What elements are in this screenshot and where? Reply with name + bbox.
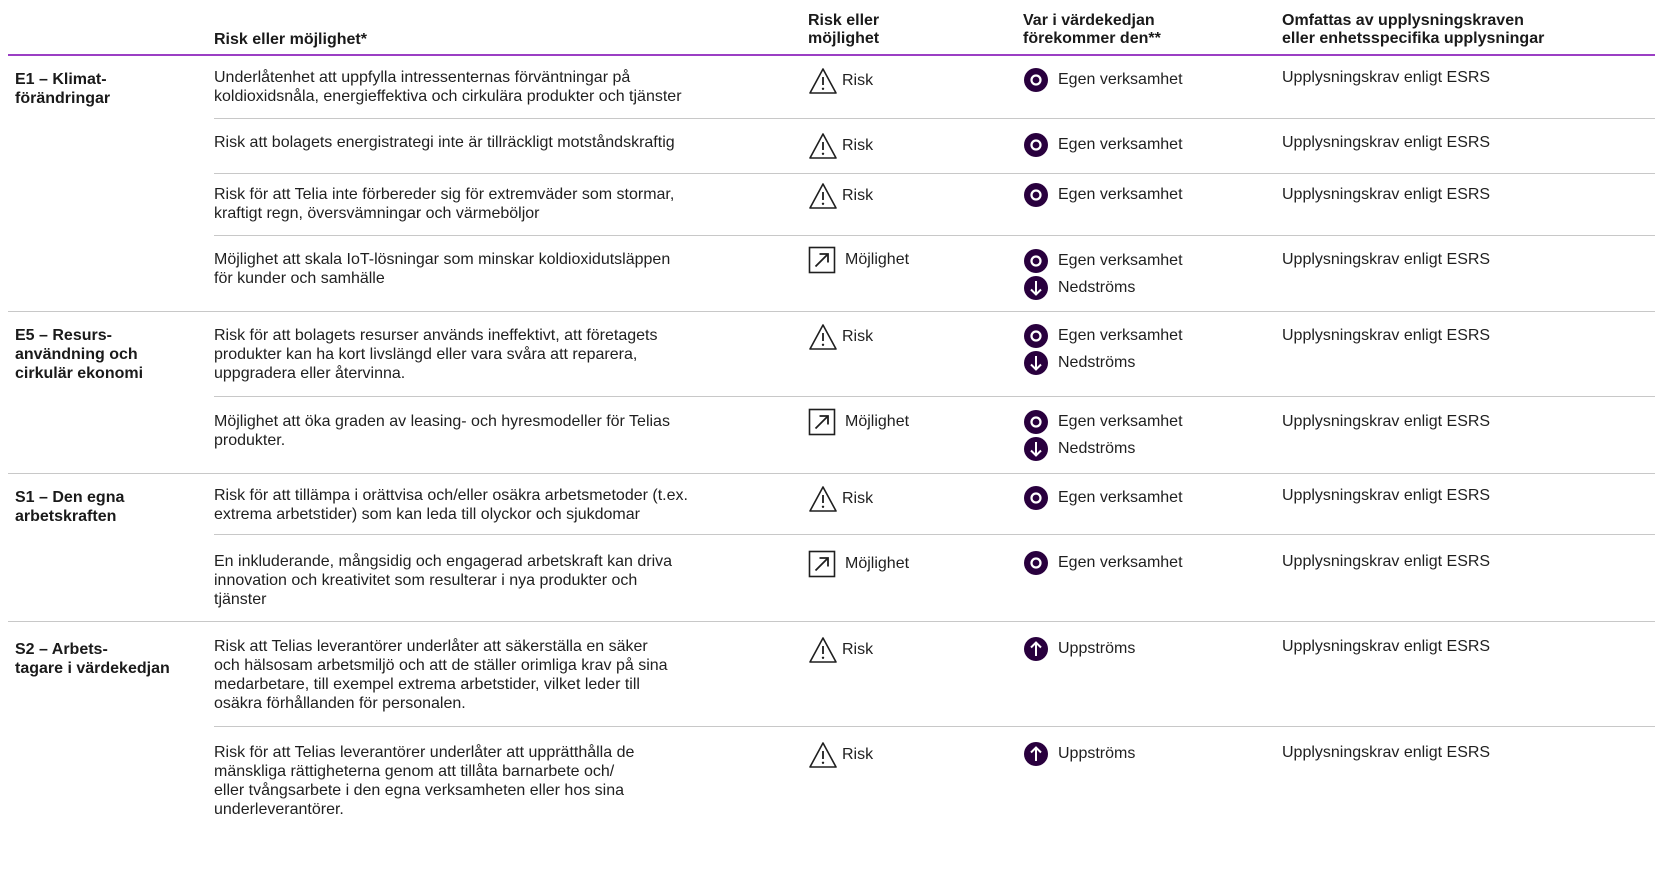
row-description: [214, 185, 774, 223]
header-risk-label: Risk eller möjlighet*: [214, 31, 367, 48]
warning-triangle-icon: [808, 485, 838, 513]
header-value-chain: [1023, 12, 1161, 48]
value-chain-item: [1023, 740, 1135, 768]
warning-triangle-icon: [808, 182, 838, 210]
risk-type-label: Risk: [842, 72, 874, 89]
category-divider: [8, 473, 1655, 474]
value-chain-item: [1023, 247, 1183, 275]
category-s2-line2: tagare i värdekedjan: [15, 660, 170, 677]
risk-type-label: Risk: [842, 137, 874, 154]
value-chain-label: Nedströms: [1058, 354, 1136, 371]
description-line: för kunder och samhälle: [214, 270, 385, 287]
description-line: Risk för att tillämpa i orättvisa och/eller osäkra arbetsmetoder (t.ex.: [214, 487, 688, 504]
description-line: koldioxidsnåla, energieffektiva och cirkulära produkter och tjänster: [214, 88, 682, 105]
description-line: underleverantörer.: [214, 801, 344, 818]
category-s1-line2: arbetskraften: [15, 508, 117, 525]
row-description: [214, 743, 774, 819]
description-line: och hälsosam arbetsmiljö och att de ställer orimliga krav på sina: [214, 657, 668, 674]
own-operations-icon: [1023, 132, 1049, 158]
own-operations-icon: [1023, 485, 1049, 511]
category-s1: [15, 488, 200, 526]
value-chain-item: [1023, 549, 1183, 577]
value-chain-label: Nedströms: [1058, 279, 1136, 296]
header-type-line1: Risk eller: [808, 12, 880, 29]
risk-type-cell: [808, 322, 873, 352]
value-chain-label: Egen verksamhet: [1058, 554, 1183, 571]
risk-type-label: Risk: [842, 641, 874, 658]
value-chain-label: Egen verksamhet: [1058, 71, 1183, 88]
own-operations-icon: [1023, 409, 1049, 435]
value-chain-label: Uppströms: [1058, 640, 1136, 657]
category-e5-line2: användning och: [15, 346, 138, 363]
disclosure-cell: Upplysningskrav enligt ESRS: [1282, 251, 1491, 268]
disclosure-cell: Upplysningskrav enligt ESRS: [1282, 134, 1491, 151]
row-description: [214, 637, 774, 713]
header-type-line2: möjlighet: [808, 30, 880, 47]
description-line: produkter kan ha kort livslängd eller vara svåra att reparera,: [214, 346, 638, 363]
row-description: [214, 250, 774, 288]
risk-type-label: Risk: [842, 490, 874, 507]
description-line: medarbetare, till exempel extrema arbetstider, vilket leder till: [214, 676, 640, 693]
header-type: [808, 12, 879, 48]
value-chain-label: Egen verksamhet: [1058, 136, 1183, 153]
value-chain-item: [1023, 131, 1183, 159]
row-description: [214, 412, 774, 450]
value-chain-label: Uppströms: [1058, 745, 1136, 762]
risk-type-cell: [808, 66, 873, 96]
value-chain-label: Egen verksamhet: [1058, 327, 1183, 344]
header-disclosure-line1: Omfattas av upplysningskraven: [1282, 12, 1524, 29]
row-divider: [214, 396, 1655, 397]
risk-type-cell: [808, 484, 873, 514]
downstream-arrow-icon: [1023, 275, 1049, 301]
opportunity-arrow-icon: [808, 246, 836, 274]
row-description: [214, 68, 774, 106]
disclosure-cell: Upplysningskrav enligt ESRS: [1282, 413, 1491, 430]
category-e1: [15, 70, 200, 108]
header-risk-or-opportunity: [214, 31, 367, 49]
row-description: [214, 552, 774, 609]
description-line: Risk att bolagets energistrategi inte är tillräckligt motståndskraftig: [214, 134, 675, 151]
disclosure-cell: Upplysningskrav enligt ESRS: [1282, 69, 1491, 86]
row-description: [214, 326, 774, 383]
value-chain-item: [1023, 322, 1183, 350]
category-s1-line1: S1 – Den egna: [15, 489, 125, 506]
row-description: [214, 133, 774, 152]
category-e1-line1: E1 – Klimat-: [15, 71, 107, 88]
value-chain-item: [1023, 274, 1135, 302]
row-divider: [214, 173, 1655, 174]
description-line: Risk för att Telia inte förbereder sig för extremväder som stormar,: [214, 186, 675, 203]
risk-type-label: Möjlighet: [845, 555, 910, 572]
category-e5-line3: cirkulär ekonomi: [15, 365, 144, 382]
warning-triangle-icon: [808, 636, 838, 664]
risk-type-label: Risk: [842, 187, 874, 204]
header-divider: [8, 54, 1655, 56]
value-chain-label: Egen verksamhet: [1058, 252, 1183, 269]
own-operations-icon: [1023, 67, 1049, 93]
row-divider: [214, 118, 1655, 119]
category-s2-line1: S2 – Arbets-: [15, 641, 108, 658]
value-chain-label: Egen verksamhet: [1058, 186, 1183, 203]
risk-type-label: Risk: [842, 746, 874, 763]
warning-triangle-icon: [808, 741, 838, 769]
risk-type-cell: [808, 245, 909, 275]
own-operations-icon: [1023, 550, 1049, 576]
description-line: Möjlighet att öka graden av leasing- och hyresmodeller för Telias: [214, 413, 670, 430]
downstream-arrow-icon: [1023, 436, 1049, 462]
disclosure-cell: Upplysningskrav enligt ESRS: [1282, 327, 1491, 344]
category-divider: [8, 311, 1655, 312]
value-chain-label: Egen verksamhet: [1058, 489, 1183, 506]
row-divider: [214, 235, 1655, 236]
opportunity-arrow-icon: [808, 550, 836, 578]
own-operations-icon: [1023, 323, 1049, 349]
risk-type-cell: [808, 549, 909, 579]
description-line: tjänster: [214, 591, 267, 608]
value-chain-item: [1023, 435, 1135, 463]
risk-type-cell: [808, 740, 873, 770]
row-divider: [214, 726, 1655, 727]
description-line: mänskliga rättigheterna genom att tillåta barnarbete och/: [214, 763, 615, 780]
header-disclosure: [1282, 12, 1544, 48]
value-chain-item: [1023, 635, 1135, 663]
value-chain-item: [1023, 408, 1183, 436]
category-s2: [15, 640, 200, 678]
warning-triangle-icon: [808, 323, 838, 351]
category-divider: [8, 621, 1655, 622]
downstream-arrow-icon: [1023, 350, 1049, 376]
value-chain-label: Nedströms: [1058, 440, 1136, 457]
category-e5-line1: E5 – Resurs-: [15, 327, 112, 344]
risk-type-cell: [808, 181, 873, 211]
description-line: Risk att Telias leverantörer underlåter att säkerställa en säker: [214, 638, 648, 655]
description-line: produkter.: [214, 432, 286, 449]
risk-type-cell: [808, 131, 873, 161]
category-e1-line2: förändringar: [15, 90, 111, 107]
value-chain-item: [1023, 349, 1135, 377]
description-line: Risk för att Telias leverantörer underlåter att upprätthålla de: [214, 744, 635, 761]
description-line: Underlåtenhet att uppfylla intressenternas förväntningar på: [214, 69, 631, 86]
description-line: kraftigt regn, översvämningar och värmeböljor: [214, 205, 540, 222]
description-line: innovation och kreativitet som resulterar i nya produkter och: [214, 572, 638, 589]
own-operations-icon: [1023, 182, 1049, 208]
header-chain-line2: förekommer den**: [1023, 30, 1161, 47]
value-chain-item: [1023, 181, 1183, 209]
description-line: Möjlighet att skala IoT-lösningar som minskar koldioxidutsläppen: [214, 251, 671, 268]
risk-type-label: Möjlighet: [845, 251, 910, 268]
disclosure-cell: Upplysningskrav enligt ESRS: [1282, 638, 1491, 655]
header-chain-line1: Var i värdekedjan: [1023, 12, 1155, 29]
category-e5: [15, 326, 200, 383]
description-line: eller tvångsarbete i den egna verksamheten eller hos sina: [214, 782, 625, 799]
own-operations-icon: [1023, 248, 1049, 274]
disclosure-cell: Upplysningskrav enligt ESRS: [1282, 487, 1491, 504]
risk-type-cell: [808, 407, 909, 437]
risk-type-label: Risk: [842, 328, 874, 345]
header-disclosure-line2: eller enhetsspecifika upplysningar: [1282, 30, 1545, 47]
upstream-arrow-icon: [1023, 636, 1049, 662]
risk-type-cell: [808, 635, 873, 665]
description-line: uppgradera eller återvinna.: [214, 365, 406, 382]
disclosure-cell: Upplysningskrav enligt ESRS: [1282, 744, 1491, 761]
risk-type-label: Möjlighet: [845, 413, 910, 430]
value-chain-label: Egen verksamhet: [1058, 413, 1183, 430]
description-line: Risk för att bolagets resurser används ineffektivt, att företagets: [214, 327, 658, 344]
description-line: extrema arbetstider) som kan leda till olyckor och sjukdomar: [214, 506, 640, 523]
row-description: [214, 486, 774, 524]
warning-triangle-icon: [808, 132, 838, 160]
disclosure-cell: Upplysningskrav enligt ESRS: [1282, 186, 1491, 203]
opportunity-arrow-icon: [808, 408, 836, 436]
value-chain-item: [1023, 484, 1183, 512]
upstream-arrow-icon: [1023, 741, 1049, 767]
value-chain-item: [1023, 66, 1183, 94]
warning-triangle-icon: [808, 67, 838, 95]
description-line: osäkra förhållanden för personalen.: [214, 695, 466, 712]
disclosure-cell: Upplysningskrav enligt ESRS: [1282, 553, 1491, 570]
description-line: En inkluderande, mångsidig och engagerad arbetskraft kan driva: [214, 553, 673, 570]
row-divider: [214, 534, 1655, 535]
